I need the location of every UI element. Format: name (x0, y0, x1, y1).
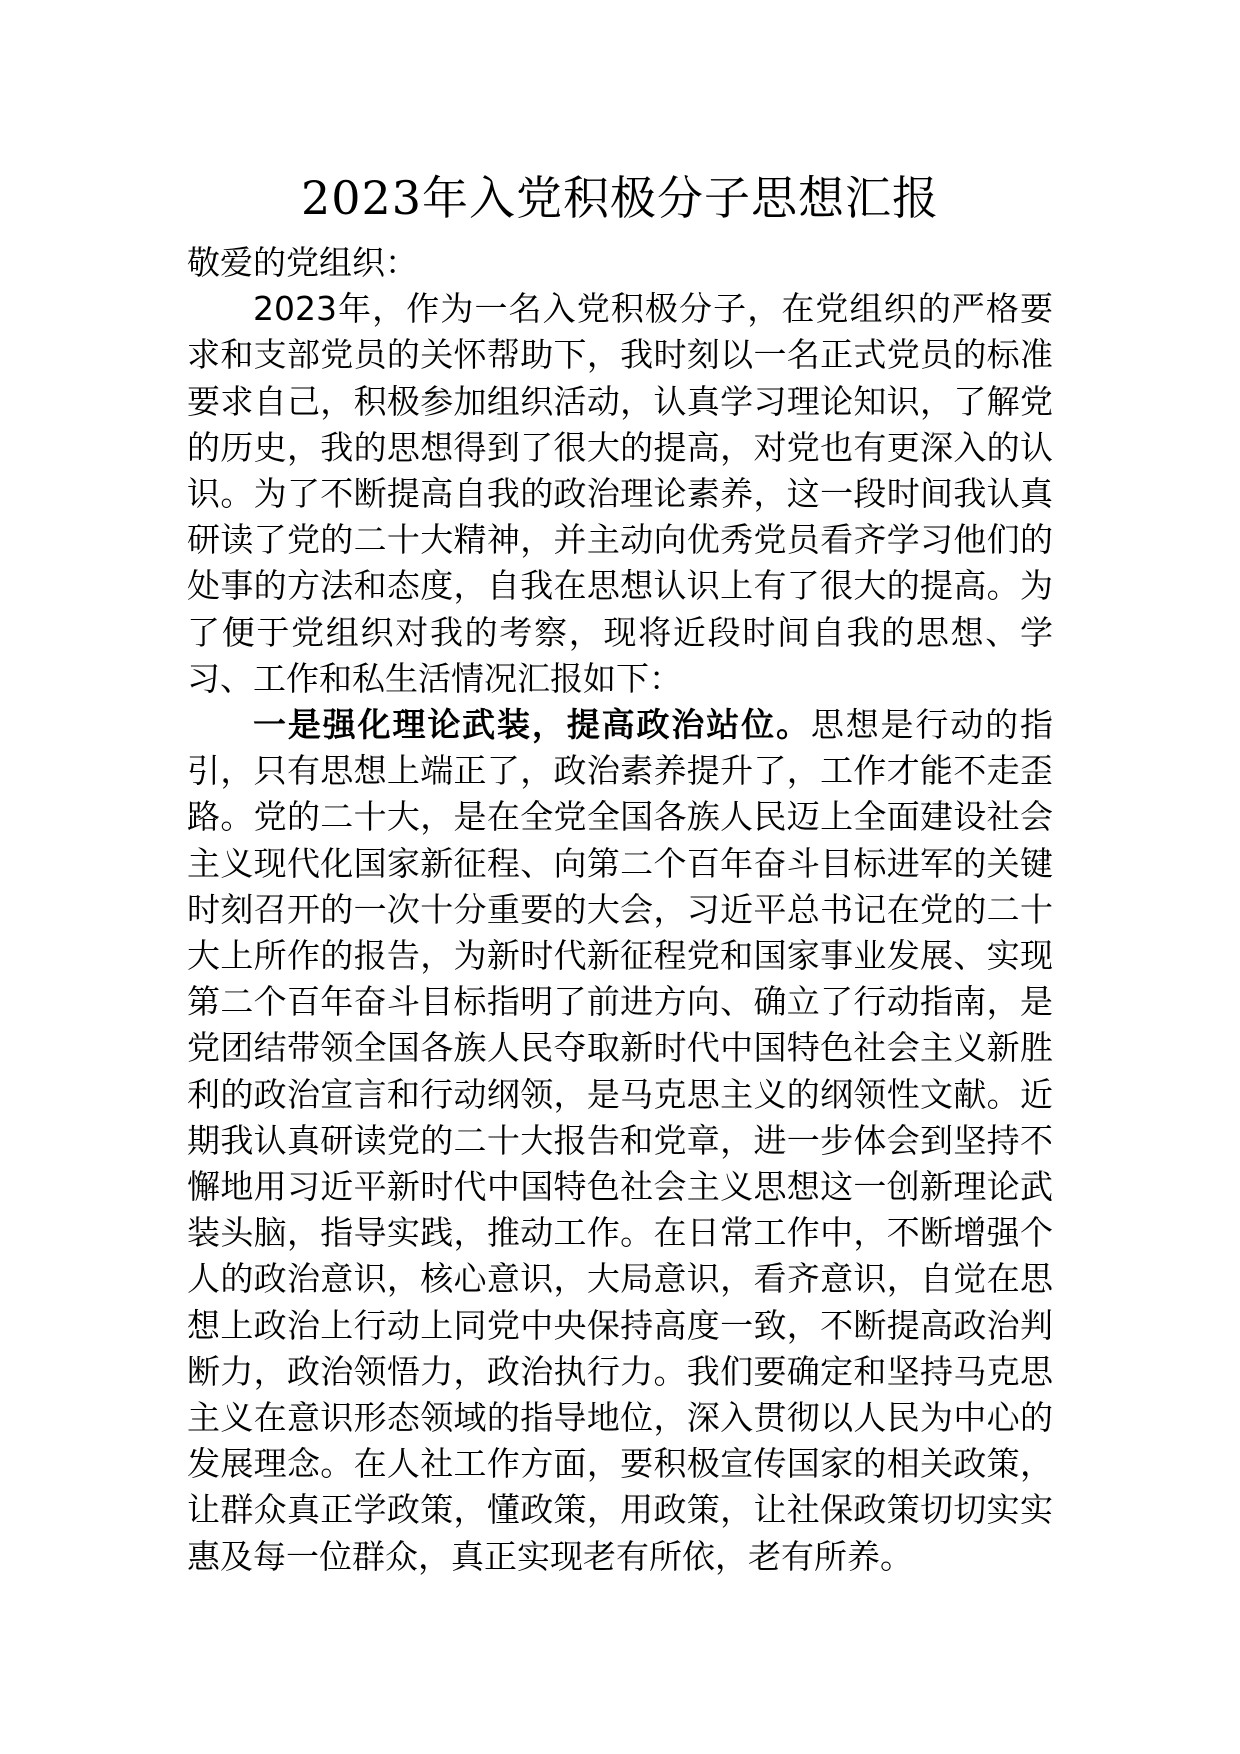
paragraph-theory (187, 702, 1053, 1580)
document-body (187, 240, 1053, 1580)
document-title: 2023年入党积极分子思想汇报 (300, 171, 940, 225)
paragraph-text: 2023年，作为一名入党积极分子，在党组织的严格要求和支部党员的关怀帮助下，我时刻以一名正式党员的标准要求自己，积极参加组织活动，认真学习理论知识，了解党的历史，我的思想得到了很大的提高，对党也有更深入的认识。为了不断提高自我的政治理论素养，这一段时间我认真研读了党的二十大精神，并主动向优秀党员看齐学习他们的处事的方法和态度，自我在思想认识上有了很大的提高。为了便于党组织对我的考察，现将近段时间自我的思想、学习、工作和私生活情况汇报如下： (187, 289, 1053, 698)
paragraph-intro (187, 286, 1053, 702)
paragraph-lead: 一是强化理论武装，提高政治站位。 (253, 705, 811, 745)
paragraph-text: 思想是行动的指引，只有思想上端正了，政治素养提升了，工作才能不走歪路。党的二十大，是在全党全国各族人民迈上全面建设社会主义现代化国家新征程、向第二个百年奋斗目标进军的关键时刻召开的一次十分重要的大会，习近平总书记在党的二十大上所作的报告，为新时代新征程党和国家事业发展、实现第二个百年奋斗目标指明了前进方向、确立了行动指南，是党团结带领全国各族人民夺取新时代中国特色社会主义新胜利的政治宣言和行动纲领，是马克思主义的纲领性文献。近期我认真研读党的二十大报告和党章，进一步体会到坚持不懈地用习近平新时代中国特色社会主义思想这一创新理论武装头脑，指导实践，推动工作。在日常工作中，不断增强个人的政治意识，核心意识，大局意识，看齐意识，自觉在思想上政治上行动上同党中央保持高度一致，不断提高政治判断力，政治领悟力，政治执行力。我们要确定和坚持马克思主义在意识形态领域的指导地位，深入贯彻以人民为中心的发展理念。在人社工作方面，要积极宣传国家的相关政策，让群众真正学政策，懂政策，用政策，让社保政策切切实实惠及每一位群众，真正实现老有所依，老有所养。 (187, 705, 1054, 1576)
salutation: 敬爱的党组织： (187, 243, 418, 282)
